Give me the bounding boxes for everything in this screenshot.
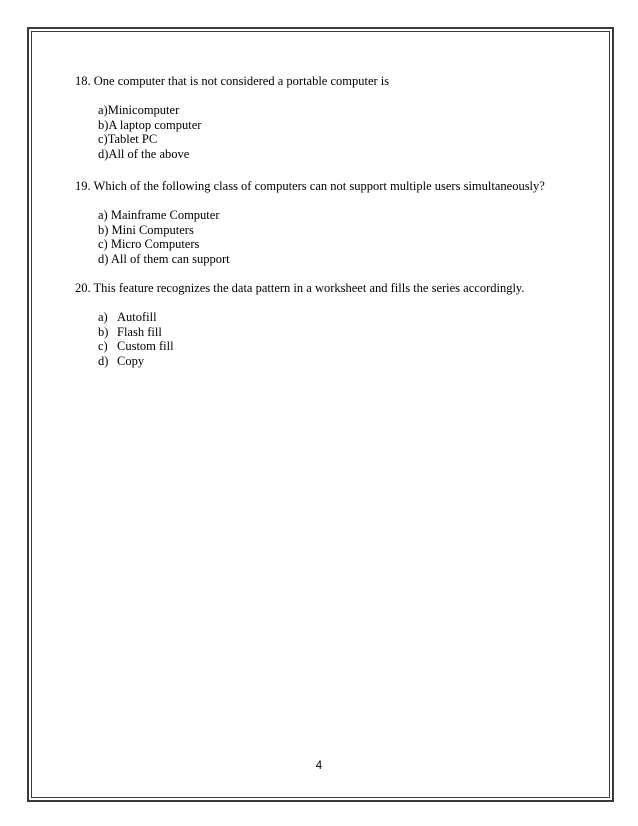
option-item: b) Mini Computers (98, 222, 194, 237)
question-20: 20. This feature recognizes the data pattern in a worksheet and fills the series accordingly. (75, 281, 525, 295)
option-item (98, 354, 174, 369)
option-item (98, 325, 174, 340)
option-item: c)Tablet PC (98, 132, 158, 146)
option-text: Autofill (117, 310, 157, 324)
option-text: Flash fill (117, 324, 162, 339)
option-item (98, 339, 174, 354)
option-letter: c) (98, 339, 108, 353)
option-text: Copy (117, 353, 145, 368)
option-letter: d) (98, 353, 109, 368)
option-item: d)All of the above (98, 146, 190, 161)
option-item: c) Micro Computers (98, 237, 200, 251)
question-19: 19. Which of the following class of computers can not support multiple users simultaneously? (75, 179, 545, 193)
option-item (98, 310, 174, 325)
option-item: d) All of them can support (98, 251, 230, 266)
question-19-options (98, 208, 230, 266)
option-item: a) Mainframe Computer (98, 208, 220, 222)
option-item: a)Minicomputer (98, 103, 180, 117)
page-number: 4 (315, 760, 323, 772)
question-20-options (98, 310, 174, 368)
option-letter: b) (98, 324, 109, 339)
question-18-options (98, 103, 201, 161)
option-text: Custom fill (117, 339, 174, 353)
option-item: b)A laptop computer (98, 117, 202, 132)
option-letter: a) (98, 310, 108, 324)
question-18: 18. One computer that is not considered a portable computer is (75, 74, 390, 88)
